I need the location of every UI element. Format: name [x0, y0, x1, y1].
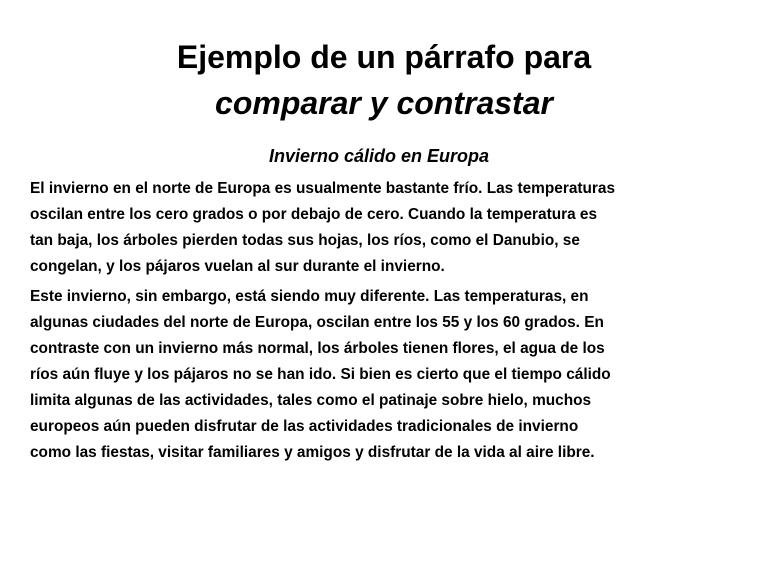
paragraph-1	[30, 176, 740, 280]
paragraph-line: oscilan entre los cero grados o por debajo de cero. Cuando la temperatura es	[30, 206, 598, 223]
paragraph-line: contraste con un invierno más normal, los árboles tienen flores, el agua de los	[30, 340, 605, 357]
paragraph-line: El invierno en el norte de Europa es usualmente bastante frío. Las temperaturas	[30, 180, 616, 197]
paragraph-line: europeos aún pueden disfrutar de las actividades tradicionales de invierno	[30, 418, 579, 435]
paragraph-line: tan baja, los árboles pierden todas sus hojas, los ríos, como el Danubio, se	[30, 232, 580, 249]
paragraph-line: limita algunas de las actividades, tales como el patinaje sobre hielo, muchos	[30, 392, 592, 409]
paragraph-line: ríos aún fluye y los pájaros no se han ido. Si bien es cierto que el tiempo cálido	[30, 366, 611, 383]
subtitle: Invierno cálido en Europa	[268, 146, 490, 166]
paragraph-line: algunas ciudades del norte de Europa, oscilan entre los 55 y los 60 grados. En	[30, 314, 604, 331]
title-line-2: comparar y contrastar	[215, 85, 553, 121]
paragraph-line: congelan, y los pájaros vuelan al sur durante el invierno.	[30, 258, 445, 275]
body-text	[30, 176, 740, 470]
paragraph-line: como las fiestas, visitar familiares y amigos y disfrutar de la vida al aire libre.	[30, 444, 595, 461]
slide-title	[0, 34, 768, 126]
paragraph-2	[30, 284, 740, 466]
paragraph-line: Este invierno, sin embargo, está siendo muy diferente. Las temperaturas, en	[30, 288, 589, 305]
title-line-1: Ejemplo de un párrafo para	[176, 39, 592, 75]
